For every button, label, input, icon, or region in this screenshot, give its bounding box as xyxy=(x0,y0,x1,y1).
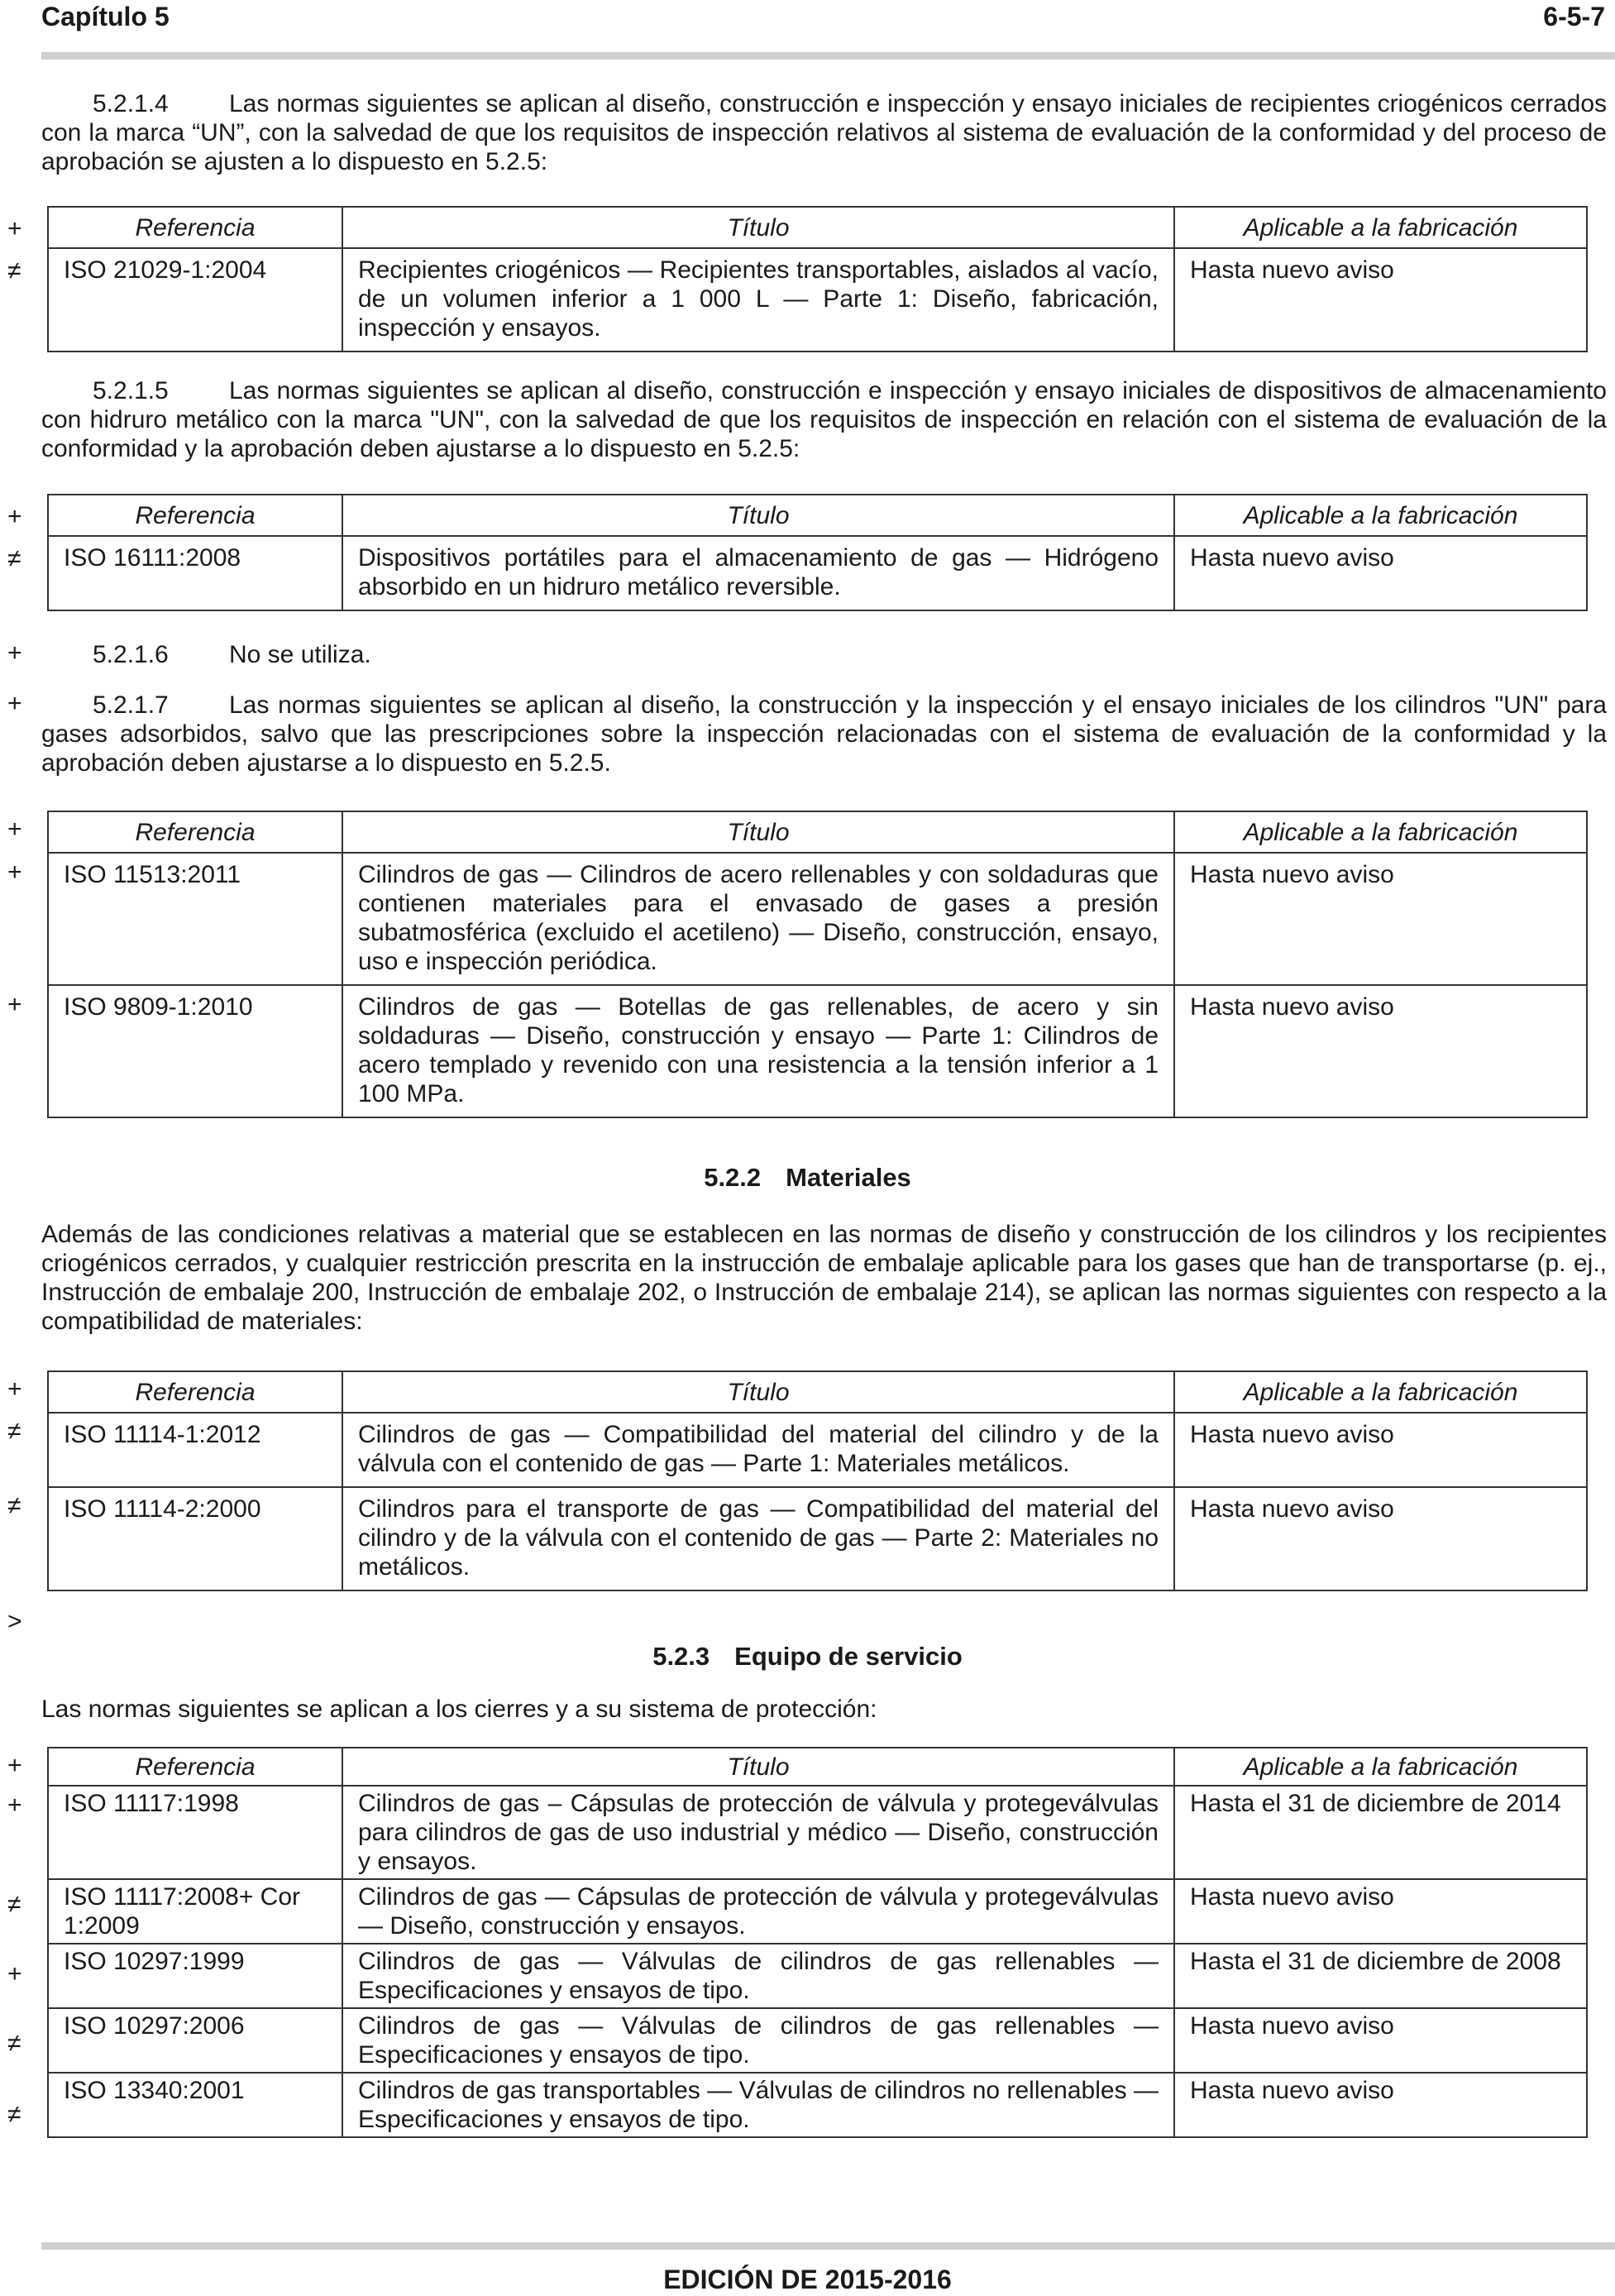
paragraph-number: 5.2.1.7 xyxy=(93,691,169,719)
table-row xyxy=(48,1413,1587,1487)
change-mark: + xyxy=(7,1960,22,1987)
change-mark: ≠ xyxy=(7,2101,22,2128)
table-row xyxy=(48,536,1587,610)
paragraph-text: Las normas siguientes se aplican al diseño, construcción e inspección y ensayo iniciales de dispositivos de almacenamiento con hidruro metálico con la marca "UN", con la salvedad de que los requisitos de inspección en relación con el sistema de evaluación de la conformidad y la aprobación deben ajustarse a lo dispuesto en 5.2.5: xyxy=(41,377,1607,462)
cell-reference: ISO 11114-2:2000 xyxy=(48,1487,342,1590)
change-mark: ≠ xyxy=(7,257,22,285)
paragraph-5-2-3 xyxy=(41,1695,1607,1724)
cell-applicable: Hasta nuevo aviso xyxy=(1174,985,1587,1117)
table-header-row xyxy=(48,1748,1587,1786)
change-mark: ≠ xyxy=(7,1418,22,1445)
cell-reference: ISO 13340:2001 xyxy=(48,2073,342,2137)
change-mark: + xyxy=(7,1752,22,1779)
table-row xyxy=(48,2008,1587,2073)
change-mark: + xyxy=(7,816,22,843)
paragraph-5-2-1-5 xyxy=(41,376,1607,463)
cell-reference: ISO 21029-1:2004 xyxy=(48,248,342,352)
cell-title: Cilindros de gas — Válvulas de cilindros de gas rellenables — Especificaciones y ensayos de tipo. xyxy=(342,1944,1174,2008)
cell-reference: ISO 16111:2008 xyxy=(48,536,342,610)
paragraph-text: No se utiliza. xyxy=(229,641,371,668)
cell-title: Cilindros para el transporte de gas — Compatibilidad del material del cilindro y de la válvula con el contenido de gas — Parte 2: Materiales no metálicos. xyxy=(342,1487,1174,1590)
header-aplicable: Aplicable a la fabricación xyxy=(1174,495,1587,536)
standards-table-5-2-1-5 xyxy=(47,494,1588,611)
standards-table-5-2-1-7 xyxy=(47,811,1588,1118)
cell-reference: ISO 11114-1:2012 xyxy=(48,1413,342,1487)
cell-reference: ISO 11117:2008+ Cor 1:2009 xyxy=(48,1879,342,1944)
table-row xyxy=(48,1944,1587,2008)
section-heading-5-2-3 xyxy=(0,1642,1615,1672)
paragraph-text: Las normas siguientes se aplican a los cierres y a su sistema de protección: xyxy=(41,1696,877,1723)
header-titulo: Título xyxy=(342,207,1174,248)
paragraph-number: 5.2.1.4 xyxy=(93,90,169,117)
header-referencia: Referencia xyxy=(48,1748,342,1786)
header-titulo: Título xyxy=(342,811,1174,853)
cell-title: Recipientes criogénicos — Recipientes transportables, aislados al vacío, de un volumen inferior a 1 000 L — Parte 1: Diseño, fabricación, inspección y ensayos. xyxy=(342,248,1174,352)
cell-applicable: Hasta nuevo aviso xyxy=(1174,1879,1587,1944)
header-referencia: Referencia xyxy=(48,495,342,536)
cell-applicable: Hasta nuevo aviso xyxy=(1174,2073,1587,2137)
cell-applicable: Hasta nuevo aviso xyxy=(1174,248,1587,352)
change-mark: + xyxy=(7,859,22,886)
header-referencia: Referencia xyxy=(48,1371,342,1413)
table-row xyxy=(48,985,1587,1117)
change-mark: ≠ xyxy=(7,1492,22,1519)
standards-table-5-2-1-4 xyxy=(47,206,1588,352)
change-mark: > xyxy=(7,1608,22,1635)
cell-applicable: Hasta nuevo aviso xyxy=(1174,853,1587,985)
cell-title: Cilindros de gas — Cilindros de acero rellenables y con soldaduras que contienen materiales para el envasado de gases a presión subatmosférica (excluido el acetileno) — Diseño, construcción, ensayo, uso e inspección periódica. xyxy=(342,853,1174,985)
header-titulo: Título xyxy=(342,1748,1174,1786)
header-aplicable: Aplicable a la fabricación xyxy=(1174,207,1587,248)
section-number: 5.2.2 xyxy=(704,1163,762,1192)
header-aplicable: Aplicable a la fabricación xyxy=(1174,1371,1587,1413)
change-mark: + xyxy=(7,503,22,530)
cell-reference: ISO 11117:1998 xyxy=(48,1786,342,1879)
cell-reference: ISO 11513:2011 xyxy=(48,853,342,985)
cell-title: Cilindros de gas transportables — Válvulas de cilindros no rellenables — Especificaciones y ensayos de tipo. xyxy=(342,2073,1174,2137)
header-referencia: Referencia xyxy=(48,811,342,853)
paragraph-5-2-1-4 xyxy=(41,89,1607,176)
header-aplicable: Aplicable a la fabricación xyxy=(1174,1748,1587,1786)
table-row xyxy=(48,2073,1587,2137)
chapter-label: Capítulo 5 xyxy=(41,2,170,31)
standards-table-5-2-2 xyxy=(47,1370,1588,1591)
paragraph-text: Además de las condiciones relativas a material que se establecen en las normas de diseño y construcción de los cilindros y los recipientes criogénicos cerrados, y cualquier restricción prescrita en la instrucción de embalaje aplicable para los gases que han de transportarse (p. ej., Instrucción de embalaje 200, Instrucción de embalaje 202, o Instrucción de embalaje 214), se aplican las normas siguientes con respecto a la compatibilidad de materiales: xyxy=(41,1221,1607,1335)
table-header-row xyxy=(48,1371,1587,1413)
change-mark: ≠ xyxy=(7,2030,22,2057)
table-row xyxy=(48,1786,1587,1879)
table-row xyxy=(48,248,1587,352)
cell-reference: ISO 10297:1999 xyxy=(48,1944,342,2008)
paragraph-5-2-1-6 xyxy=(41,640,1607,669)
cell-title: Cilindros de gas — Válvulas de cilindros de gas rellenables — Especificaciones y ensayos de tipo. xyxy=(342,2008,1174,2073)
header-titulo: Título xyxy=(342,1371,1174,1413)
cell-applicable: Hasta el 31 de diciembre de 2014 xyxy=(1174,1786,1587,1879)
cell-title: Cilindros de gas — Compatibilidad del material del cilindro y de la válvula con el contenido de gas — Parte 1: Materiales metálicos. xyxy=(342,1413,1174,1487)
section-title: Materiales xyxy=(786,1163,911,1192)
change-mark: + xyxy=(7,1791,22,1819)
cell-applicable: Hasta nuevo aviso xyxy=(1174,2008,1587,2073)
table-header-row xyxy=(48,495,1587,536)
paragraph-5-2-2 xyxy=(41,1220,1607,1336)
table-row xyxy=(48,1487,1587,1590)
header-rule xyxy=(41,52,1615,60)
standards-table-5-2-3 xyxy=(47,1747,1588,2138)
cell-reference: ISO 10297:2006 xyxy=(48,2008,342,2073)
cell-applicable: Hasta nuevo aviso xyxy=(1174,1487,1587,1590)
cell-title: Cilindros de gas – Cápsulas de protección de válvula y protegeválvulas para cilindros de gas de uso industrial y médico — Diseño, construcción y ensayos. xyxy=(342,1786,1174,1879)
section-number: 5.2.3 xyxy=(652,1642,710,1671)
cell-title: Cilindros de gas — Cápsulas de protección de válvula y protegeválvulas — Diseño, construcción y ensayos. xyxy=(342,1879,1174,1944)
cell-reference: ISO 9809-1:2010 xyxy=(48,985,342,1117)
table-header-row xyxy=(48,207,1587,248)
table-row xyxy=(48,1879,1587,1944)
header-titulo: Título xyxy=(342,495,1174,536)
cell-applicable: Hasta nuevo aviso xyxy=(1174,1413,1587,1487)
paragraph-number: 5.2.1.6 xyxy=(93,641,169,668)
cell-title: Dispositivos portátiles para el almacenamiento de gas — Hidrógeno absorbido en un hidruro metálico reversible. xyxy=(342,536,1174,610)
change-mark: ≠ xyxy=(7,545,22,572)
cell-applicable: Hasta el 31 de diciembre de 2008 xyxy=(1174,1944,1587,2008)
change-mark: + xyxy=(7,639,22,667)
table-row xyxy=(48,853,1587,985)
edition-label: EDICIÓN DE 2015-2016 xyxy=(663,2265,952,2294)
change-mark: + xyxy=(7,215,22,242)
paragraph-5-2-1-7 xyxy=(41,691,1607,777)
paragraph-text: Las normas siguientes se aplican al diseño, construcción e inspección y ensayo iniciales de recipientes criogénicos cerrados con la marca “UN”, con la salvedad de que los requisitos de inspección relativos al sistema de evaluación de la conformidad y del proceso de aprobación se ajusten a lo dispuesto en 5.2.5: xyxy=(41,90,1607,175)
header-referencia: Referencia xyxy=(48,207,342,248)
change-mark: + xyxy=(7,991,22,1018)
section-title: Equipo de servicio xyxy=(734,1642,963,1671)
cell-title: Cilindros de gas — Botellas de gas rellenables, de acero y sin soldaduras — Diseño, construcción y ensayo — Parte 1: Cilindros de acero templado y revenido con una resistencia a la tensión inferior a 1 100 MPa. xyxy=(342,985,1174,1117)
change-mark: + xyxy=(7,690,22,717)
paragraph-number: 5.2.1.5 xyxy=(93,377,169,404)
header-aplicable: Aplicable a la fabricación xyxy=(1174,811,1587,853)
change-mark: ≠ xyxy=(7,1891,22,1918)
page-number: 6-5-7 xyxy=(1543,2,1605,31)
section-heading-5-2-2 xyxy=(0,1163,1615,1193)
table-header-row xyxy=(48,811,1587,853)
cell-applicable: Hasta nuevo aviso xyxy=(1174,536,1587,610)
paragraph-text: Las normas siguientes se aplican al diseño, la construcción y la inspección y el ensayo iniciales de los cilindros "UN" para gases adsorbidos, salvo que las prescripciones sobre la inspección relacionadas con el sistema de evaluación de la conformidad y la aprobación deben ajustarse a lo dispuesto en 5.2.5. xyxy=(41,691,1607,777)
change-mark: + xyxy=(7,1375,22,1403)
footer-rule xyxy=(41,2242,1615,2250)
